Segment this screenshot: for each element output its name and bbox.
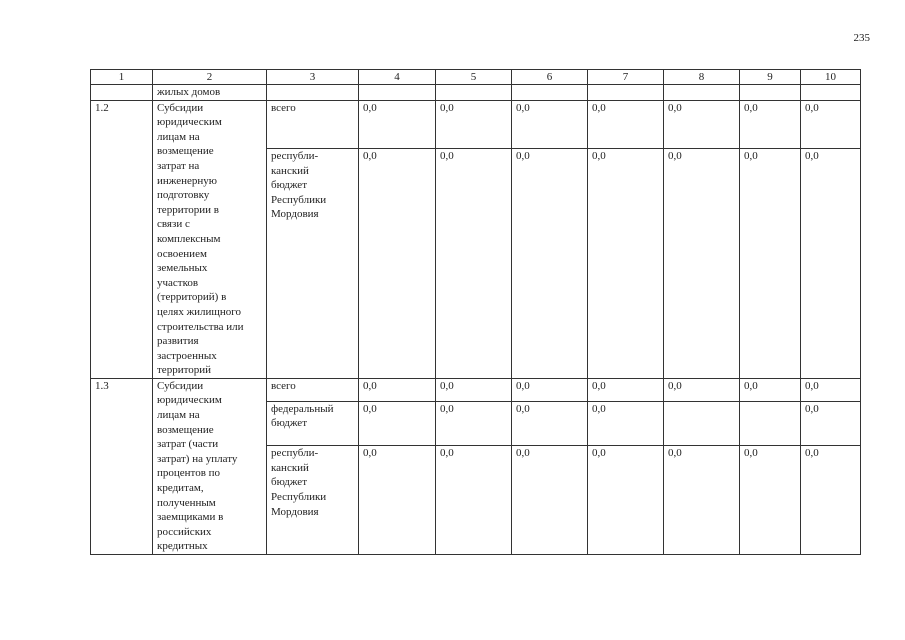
code-cell	[91, 85, 153, 101]
column-header: 8	[664, 70, 740, 85]
value-cell: 0,0	[740, 378, 801, 401]
value-cell: 0,0	[436, 401, 512, 445]
description-line: Субсидии	[157, 379, 204, 392]
column-header: 9	[740, 70, 801, 85]
description-line: юридическим	[157, 116, 222, 129]
value-cell: 0,0	[740, 446, 801, 555]
description-line: полученным	[157, 496, 216, 509]
description-line: (территорий) в	[157, 291, 227, 304]
funding-source-line: бюджет	[271, 417, 307, 430]
funding-source-line: бюджет	[271, 179, 307, 192]
value-cell: 0,0	[588, 100, 664, 148]
column-header: 1	[91, 70, 153, 85]
funding-source-line: федеральный	[271, 402, 334, 415]
description-line: затрат) на уплату	[157, 452, 238, 465]
description-line: кредитам,	[157, 482, 204, 495]
value-cell: 0,0	[588, 446, 664, 555]
value-cell	[664, 85, 740, 101]
funding-source-line: республи-	[271, 150, 319, 163]
description-line: подготовку	[157, 189, 210, 202]
value-cell	[801, 85, 861, 101]
value-cell	[740, 401, 801, 445]
value-cell: 0,0	[664, 378, 740, 401]
funding-source-cell	[267, 378, 359, 401]
value-cell	[512, 85, 588, 101]
column-header: 5	[436, 70, 512, 85]
source-cell	[267, 85, 359, 101]
description-cell: жилых домов	[153, 85, 267, 101]
value-cell: 0,0	[512, 378, 588, 401]
description-line: процентов по	[157, 467, 221, 480]
funding-source-line: канский	[271, 461, 309, 474]
column-header: 2	[153, 70, 267, 85]
value-cell: 0,0	[664, 149, 740, 379]
value-cell: 0,0	[512, 149, 588, 379]
value-cell: 0,0	[740, 100, 801, 148]
column-header: 6	[512, 70, 588, 85]
budget-table	[90, 69, 861, 555]
description-line: освоением	[157, 247, 207, 260]
description-line: строительства или	[157, 320, 244, 333]
value-cell: 0,0	[801, 378, 861, 401]
description-line: российских	[157, 525, 212, 538]
funding-source-line: Республики	[271, 193, 327, 206]
description-line: юридическим	[157, 394, 222, 407]
value-cell: 0,0	[436, 149, 512, 379]
value-cell: 0,0	[512, 100, 588, 148]
value-cell: 0,0	[740, 149, 801, 379]
description-line: кредитных	[157, 540, 208, 553]
funding-source-line: республи-	[271, 447, 319, 460]
funding-source-line: всего	[271, 101, 296, 114]
value-cell: 0,0	[359, 149, 436, 379]
description-line: Субсидии	[157, 101, 204, 114]
column-header: 3	[267, 70, 359, 85]
value-cell: 0,0	[436, 446, 512, 555]
value-cell: 0,0	[359, 378, 436, 401]
funding-source-line: бюджет	[271, 476, 307, 489]
row-description-cell	[153, 378, 267, 554]
table-row	[91, 100, 861, 148]
description-line: целях жилищного	[157, 305, 242, 318]
description-line: земельных	[157, 262, 208, 275]
description-line: возмещение	[157, 145, 214, 158]
value-cell: 0,0	[801, 149, 861, 379]
funding-source-cell	[267, 401, 359, 445]
value-cell: 0,0	[512, 446, 588, 555]
value-cell: 0,0	[801, 401, 861, 445]
value-cell: 0,0	[359, 401, 436, 445]
value-cell	[588, 85, 664, 101]
description-line: заемщиками в	[157, 511, 224, 524]
value-cell	[436, 85, 512, 101]
funding-source-cell	[267, 446, 359, 555]
value-cell: 0,0	[664, 100, 740, 148]
funding-source-cell	[267, 100, 359, 148]
funding-source-line: Мордовия	[271, 208, 319, 221]
value-cell: 0,0	[512, 401, 588, 445]
table-row	[91, 378, 861, 401]
description-line: лицам на	[157, 130, 200, 143]
value-cell: 0,0	[436, 100, 512, 148]
value-cell: 0,0	[436, 378, 512, 401]
description-line: связи с	[157, 218, 190, 231]
row-code-cell: 1.3	[91, 378, 153, 554]
value-cell: 0,0	[359, 446, 436, 555]
column-header: 4	[359, 70, 436, 85]
value-cell: 0,0	[801, 446, 861, 555]
description-line: инженерную	[157, 174, 217, 187]
column-header: 7	[588, 70, 664, 85]
description-line: застроенных	[157, 349, 217, 362]
description-line: затрат на	[157, 159, 200, 172]
page-number: 235	[853, 32, 870, 44]
funding-source-line: канский	[271, 164, 309, 177]
value-cell: 0,0	[359, 100, 436, 148]
funding-source-line: Республики	[271, 490, 327, 503]
value-cell: 0,0	[664, 446, 740, 555]
description-line: развития	[157, 335, 199, 348]
row-code-cell: 1.2	[91, 100, 153, 378]
value-cell	[664, 401, 740, 445]
value-cell: 0,0	[588, 401, 664, 445]
value-cell	[740, 85, 801, 101]
description-line: лицам на	[157, 409, 200, 422]
funding-source-line: Мордовия	[271, 505, 319, 518]
row-description-cell	[153, 100, 267, 378]
value-cell: 0,0	[588, 149, 664, 379]
value-cell	[359, 85, 436, 101]
value-cell: 0,0	[801, 100, 861, 148]
description-line: комплексным	[157, 232, 221, 245]
funding-source-line: всего	[271, 379, 296, 392]
column-header: 10	[801, 70, 861, 85]
value-cell: 0,0	[588, 378, 664, 401]
description-line: затрат (части	[157, 438, 219, 451]
funding-source-cell	[267, 149, 359, 379]
continuation-row	[91, 85, 861, 101]
description-line: участков	[157, 276, 199, 289]
description-line: возмещение	[157, 423, 214, 436]
description-line: территории в	[157, 203, 219, 216]
description-line: территорий	[157, 364, 212, 377]
column-header-row	[91, 70, 861, 85]
